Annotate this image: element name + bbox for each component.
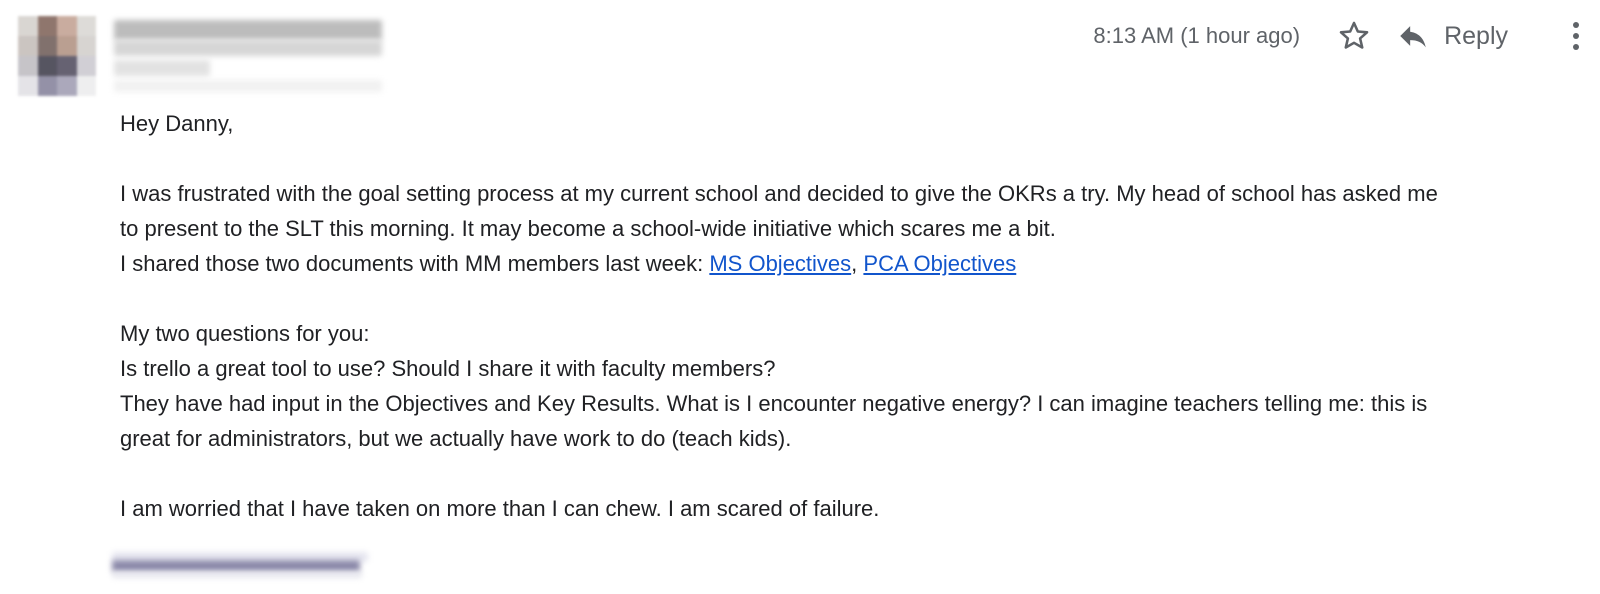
blank-line [120,141,1560,176]
blank-line [120,456,1560,491]
shared-docs-text: I shared those two documents with MM members last week: [120,251,710,276]
reply-button[interactable] [1396,19,1508,53]
question-line: They have had input in the Objectives and Key Results. What is I encounter negative energy? I can imagine teachers telling me: this is [120,391,1428,416]
paragraph-line: I was frustrated with the goal setting process at my current school and decided to give the OKRs a try. My head of school has asked me [120,181,1438,206]
paragraph-line: to present to the SLT this morning. It may become a school-wide initiative which scares me a bit. [120,216,1056,241]
sender-avatar[interactable] [18,16,96,96]
blank-line [120,281,1560,316]
link-separator: , [851,251,864,276]
star-button[interactable] [1334,16,1374,56]
more-vert-icon [1571,21,1581,51]
shared-docs-line [120,246,1560,281]
greeting: Hey Danny, [120,111,234,136]
sender-info-redacted [114,18,384,96]
closing-line: I am worried that I have taken on more than I can chew. I am scared of failure. [120,496,880,521]
message-timestamp: 8:13 AM (1 hour ago) [1093,23,1301,48]
pca-objectives-link[interactable]: PCA Objectives [863,251,1017,276]
questions-intro: My two questions for you: [120,321,370,346]
message-body [120,106,1560,526]
signature-redacted [112,548,370,580]
more-options-button[interactable] [1564,16,1588,56]
star-outline-icon [1337,19,1371,53]
question-line: Is trello a great tool to use? Should I share it with faculty members? [120,356,776,381]
reply-arrow-icon [1396,19,1430,53]
reply-label: Reply [1444,21,1508,50]
question-line: great for administrators, but we actually have work to do (teach kids). [120,426,792,451]
ms-objectives-link[interactable]: MS Objectives [709,251,852,276]
message-actions [1093,14,1600,58]
